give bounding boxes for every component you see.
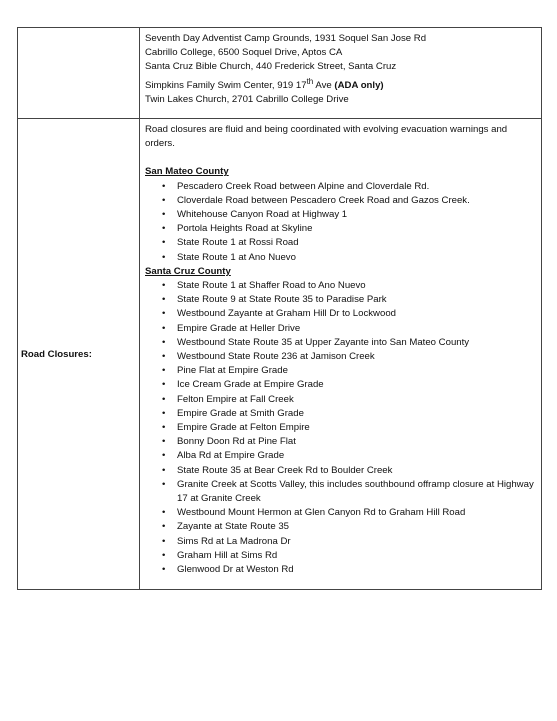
closure-text: State Route 9 at State Route 35 to Paradise Park [177,294,387,306]
closure-text: Westbound State Route 236 at Jamison Creek [177,351,375,363]
closure-item [145,435,535,449]
county-heading: Santa Cruz County [145,265,231,277]
closure-text: Bonny Doon Rd at Pine Flat [177,436,296,448]
bullet-icon: • [162,407,166,419]
bullet-icon: • [162,251,166,263]
closure-text: State Route 1 at Rossi Road [177,237,299,249]
closure-item [145,421,535,435]
bullet-icon: • [162,336,166,348]
closure-text: State Route 35 at Bear Creek Rd to Boulder Creek [177,464,393,476]
road-closures-content [140,119,541,577]
shelter-line: Cabrillo College, 6500 Soquel Drive, Aptos CA [145,47,343,59]
closure-text: Glenwood Dr at Weston Rd [177,564,294,576]
closure-item [145,236,535,250]
closure-text: Sims Rd at La Madrona Dr [177,535,291,547]
closure-item [145,251,535,265]
shelter-line: Santa Cruz Bible Church, 440 Frederick Street, Santa Cruz [145,61,397,73]
bullet-icon: • [162,478,166,490]
closures-note: Road closures are fluid and being coordinated with evolving evacuation warnings and orders. [145,124,508,150]
closure-item [145,464,535,478]
bullet-icon: • [162,521,166,533]
closure-item [145,535,535,549]
bullet-icon: • [162,379,166,391]
bullet-icon: • [162,322,166,334]
closure-item [145,322,535,336]
closure-item [145,180,535,194]
closure-text: Cloverdale Road between Pescadero Creek Road and Gazos Creek. [177,194,470,206]
closure-item [145,222,535,236]
road-closures-content-cell [140,119,542,590]
closure-item [145,350,535,364]
bullet-icon: • [162,365,166,377]
closure-text: Pine Flat at Empire Grade [177,365,288,377]
closure-item [145,520,535,534]
closure-text: Westbound State Route 35 at Upper Zayante into San Mateo County [177,336,470,348]
closure-text: Empire Grade at Felton Empire [177,422,310,434]
bullet-icon: • [162,294,166,306]
closure-text: Zayante at State Route 35 [177,521,290,533]
bullet-icon: • [162,436,166,448]
bullet-icon: • [162,393,166,405]
shelter-line: Seventh Day Adventist Camp Grounds, 1931 Soquel San Jose Rd [145,33,427,44]
closure-item [145,293,535,307]
closure-text: Granite Creek at Scotts Valley, this includes southbound offramp closure at Highway 17 at Granite Creek [177,478,534,505]
shelters-label-cell [18,28,140,119]
closure-item [145,208,535,222]
closure-item [145,307,535,321]
closure-item [145,336,535,350]
closure-text: Ice Cream Grade at Empire Grade [177,379,324,391]
ordinal-suffix: th [306,76,314,86]
shelters-content-cell [140,28,542,119]
bullet-icon: • [162,535,166,547]
ada-note: (ADA only) [334,79,384,91]
closure-item [145,449,535,463]
closure-text: Whitehouse Canyon Road at Highway 1 [177,209,348,221]
bullet-icon: • [162,180,166,192]
info-table [17,27,542,590]
bullet-icon: • [162,280,166,292]
bullet-icon: • [162,464,166,476]
shelter-line-text-cont: Ave [313,79,335,91]
closure-item [145,364,535,378]
closure-text: Felton Empire at Fall Creek [177,393,294,405]
bullet-icon: • [162,308,166,320]
road-closures-label-cell [18,119,140,590]
closure-item [145,506,535,520]
closure-text: State Route 1 at Ano Nuevo [177,251,296,263]
shelter-list [140,28,541,107]
bullet-icon: • [162,450,166,462]
bullet-icon: • [162,549,166,561]
closure-item [145,378,535,392]
closure-text: Westbound Mount Hermon at Glen Canyon Rd to Graham Hill Road [177,507,466,519]
bullet-icon: • [162,223,166,235]
closure-text: Westbound Zayante at Graham Hill Dr to Lockwood [177,308,396,320]
county-heading: San Mateo County [145,166,229,178]
shelters-row [18,28,542,119]
closure-item [145,194,535,208]
closure-item [145,279,535,293]
closure-item [145,563,535,577]
closure-text: Empire Grade at Smith Grade [177,407,304,419]
bullet-icon: • [162,194,166,206]
shelter-line [145,75,535,93]
closure-text: Alba Rd at Empire Grade [177,450,285,462]
closure-list [145,180,535,265]
bullet-icon: • [162,564,166,576]
closure-list [145,279,535,577]
bullet-icon: • [162,422,166,434]
closure-item [145,393,535,407]
closure-item [145,478,535,506]
road-closures-row [18,119,542,590]
closure-text: Pescadero Creek Road between Alpine and Cloverdale Rd. [177,180,430,192]
bullet-icon: • [162,237,166,249]
closure-item [145,549,535,563]
closure-text: Graham Hill at Sims Rd [177,549,278,561]
closure-item [145,407,535,421]
road-closures-label: Road Closures: [21,348,92,360]
bullet-icon: • [162,351,166,363]
closure-text: Portola Heights Road at Skyline [177,223,313,235]
closure-text: Empire Grade at Heller Drive [177,322,301,334]
shelter-line: Twin Lakes Church, 2701 Cabrillo College Drive [145,94,349,105]
bullet-icon: • [162,209,166,221]
closure-text: State Route 1 at Shaffer Road to Ano Nuevo [177,280,366,292]
bullet-icon: • [162,507,166,519]
shelter-line-text: Simpkins Family Swim Center, 919 17 [145,79,307,91]
